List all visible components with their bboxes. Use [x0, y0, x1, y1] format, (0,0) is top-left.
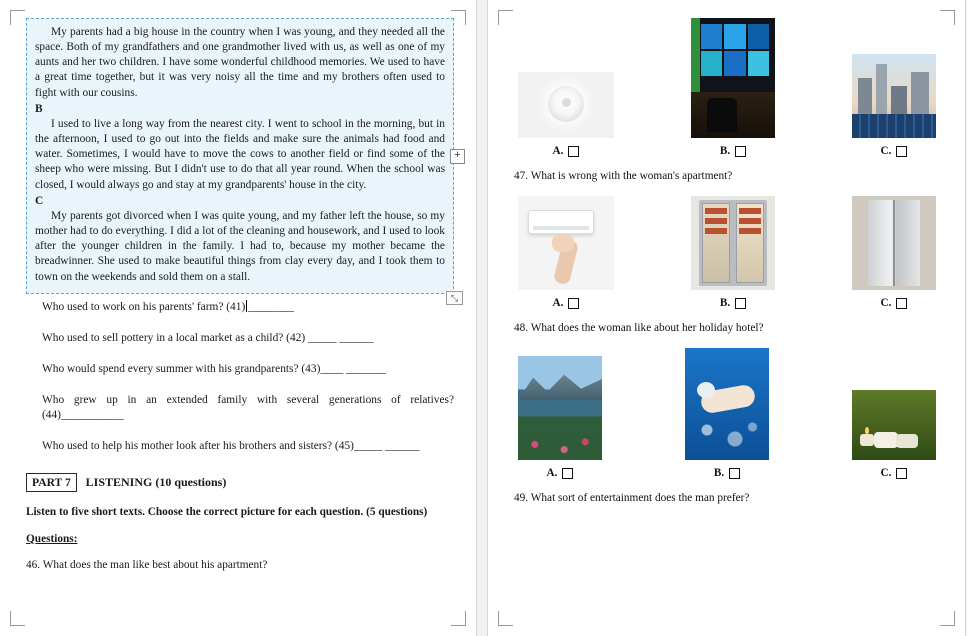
question-43-text: Who would spend every summer with his grandparents? (43) — [42, 362, 321, 375]
question-45-blank[interactable]: _____ ______ — [353, 440, 420, 453]
checkbox-47-a[interactable] — [568, 298, 579, 309]
mountain-lake-photo — [518, 356, 602, 460]
multi-monitor-room-photo — [691, 18, 775, 138]
spa-towels-candle-photo — [852, 390, 936, 460]
option-letter-c: C. — [880, 297, 892, 309]
option-cell-48-b — [685, 348, 769, 479]
option-cell-47-c — [852, 196, 936, 309]
resize-handle-icon[interactable]: ⤡ — [446, 291, 463, 305]
crop-mark-bottom-left — [10, 611, 25, 626]
option-cell-48-c — [852, 390, 936, 479]
right-page-body — [510, 18, 944, 518]
option-cell-46-b — [691, 18, 775, 157]
checkbox-48-a[interactable] — [562, 468, 573, 479]
left-page-body — [26, 18, 461, 585]
question-49: 49. What sort of entertainment does the man prefer? — [514, 492, 750, 504]
option-caption-46-c[interactable] — [881, 145, 908, 157]
checkbox-48-c[interactable] — [896, 468, 907, 479]
questions-label: Questions: — [26, 533, 78, 546]
paragraph-label-c: C — [35, 194, 44, 207]
question-44-blank[interactable]: ___________ — [60, 409, 124, 422]
checkbox-47-c[interactable] — [896, 298, 907, 309]
matching-questions-list — [26, 300, 454, 455]
option-caption-47-c[interactable] — [881, 297, 908, 309]
crop-mark-bottom-right — [451, 611, 466, 626]
paragraph-c: My parents got divorced when I was quite young, and my father left the house, so my mother had to do everything. I did a lot of the cleaning and housework, and I used to look after the younger children in the family. I had to, because my mother became the breadwinner. She used to make beautiful things from clay every day, and I took them to town on the weekends and sold them on a stall. — [35, 209, 445, 283]
option-cell-47-a — [518, 196, 614, 309]
paragraph-a: My parents had a big house in the country when I was young, and they needed all the space. Both of my grandfathers and one grandmother lived with us, as well as one of my aunts and her two children. I have some wonderful childhood memories. We used to have a great time together, but it was very noisy all the time and my brothers often used to fight with our cousins. — [35, 26, 445, 99]
option-letter-a: A. — [552, 145, 564, 157]
option-caption-48-a[interactable] — [547, 467, 574, 479]
option-caption-46-a[interactable] — [553, 145, 580, 157]
page-left — [0, 0, 476, 636]
question-42 — [26, 331, 454, 346]
elevator-doors-photo — [852, 196, 936, 290]
question-41-text: Who used to work on his parents' farm? (41) — [42, 300, 246, 313]
question-46: 46. What does the man like best about his apartment? — [26, 559, 268, 572]
crop-mark-bottom-left-right-page — [498, 611, 513, 626]
question-45-text: Who used to help his mother look after his brothers and sisters? (45) — [42, 440, 354, 453]
answer-images-row-46 — [510, 18, 944, 157]
question-42-text: Who used to sell pottery in a local market as a child? (42) — [42, 331, 306, 344]
question-43 — [26, 362, 454, 377]
crop-mark-top-left — [10, 10, 25, 25]
checkbox-46-c[interactable] — [896, 146, 907, 157]
answer-images-row-48 — [510, 348, 944, 479]
part-badge: PART 7 — [26, 473, 77, 492]
option-letter-b: B. — [719, 145, 731, 157]
question-43-blank[interactable]: ____ _______ — [320, 362, 386, 375]
option-caption-47-b[interactable] — [720, 297, 746, 309]
question-47: 47. What is wrong with the woman's apartment? — [514, 170, 733, 182]
option-cell-46-c — [852, 54, 936, 157]
option-cell-46-a — [518, 72, 614, 157]
question-41-blank[interactable]: ________ — [248, 300, 294, 313]
option-letter-c: C. — [880, 145, 892, 157]
option-cell-47-b — [691, 196, 775, 309]
question-42-blank[interactable]: _____ ______ — [308, 331, 374, 344]
swimming-pool-photo — [685, 348, 769, 460]
part-7-section — [26, 473, 454, 574]
option-letter-a: A. — [546, 467, 558, 479]
option-caption-48-c[interactable] — [881, 467, 908, 479]
question-41 — [26, 300, 454, 315]
question-44-text: Who grew up in an extended family with several generations of relatives? (44) — [42, 394, 454, 422]
selected-text-block[interactable] — [26, 18, 461, 303]
part-instruction: Listen to five short texts. Choose the correct picture for each question. (5 questions) — [26, 506, 428, 518]
chair — [707, 98, 737, 132]
checkbox-46-a[interactable] — [568, 146, 579, 157]
question-44 — [26, 393, 454, 423]
checkbox-46-b[interactable] — [735, 146, 746, 157]
option-caption-46-b[interactable] — [720, 145, 746, 157]
option-caption-47-a[interactable] — [553, 297, 580, 309]
option-letter-a: A. — [552, 297, 564, 309]
checkbox-48-b[interactable] — [729, 468, 740, 479]
question-48: 48. What does the woman like about her holiday hotel? — [514, 322, 764, 334]
open-refrigerator-photo — [691, 196, 775, 290]
option-cell-48-a — [518, 356, 602, 479]
option-letter-b: B. — [719, 297, 731, 309]
checkbox-47-b[interactable] — [735, 298, 746, 309]
add-row-handle-icon[interactable]: + — [450, 149, 465, 164]
monitor-wall — [701, 24, 769, 76]
answer-images-row-47 — [510, 196, 944, 309]
crop-mark-bottom-right-right-page — [940, 611, 955, 626]
part-title: LISTENING (10 questions) — [85, 474, 227, 489]
question-45 — [26, 439, 454, 454]
paragraph-b: I used to live a long way from the nearest city. I went to school in the morning, but in the afternoon, I used to go out into the fields and make sure the animals had food and water. Sometimes, I would have to move the cows to another field or find some of the sheep who were missing. But I didn't use to do that all year round. When the school was closed, I would always go and stay at my grandparents' house in the city. — [35, 117, 445, 191]
city-skyline-solar-panel-photo — [852, 54, 936, 138]
option-caption-48-b[interactable] — [714, 467, 740, 479]
paragraph-label-b: B — [35, 102, 43, 115]
air-conditioner-photo — [518, 196, 614, 290]
page-right — [488, 0, 965, 636]
option-letter-b: B. — [713, 467, 725, 479]
ceiling-lamp-photo — [518, 72, 614, 138]
option-letter-c: C. — [880, 467, 892, 479]
